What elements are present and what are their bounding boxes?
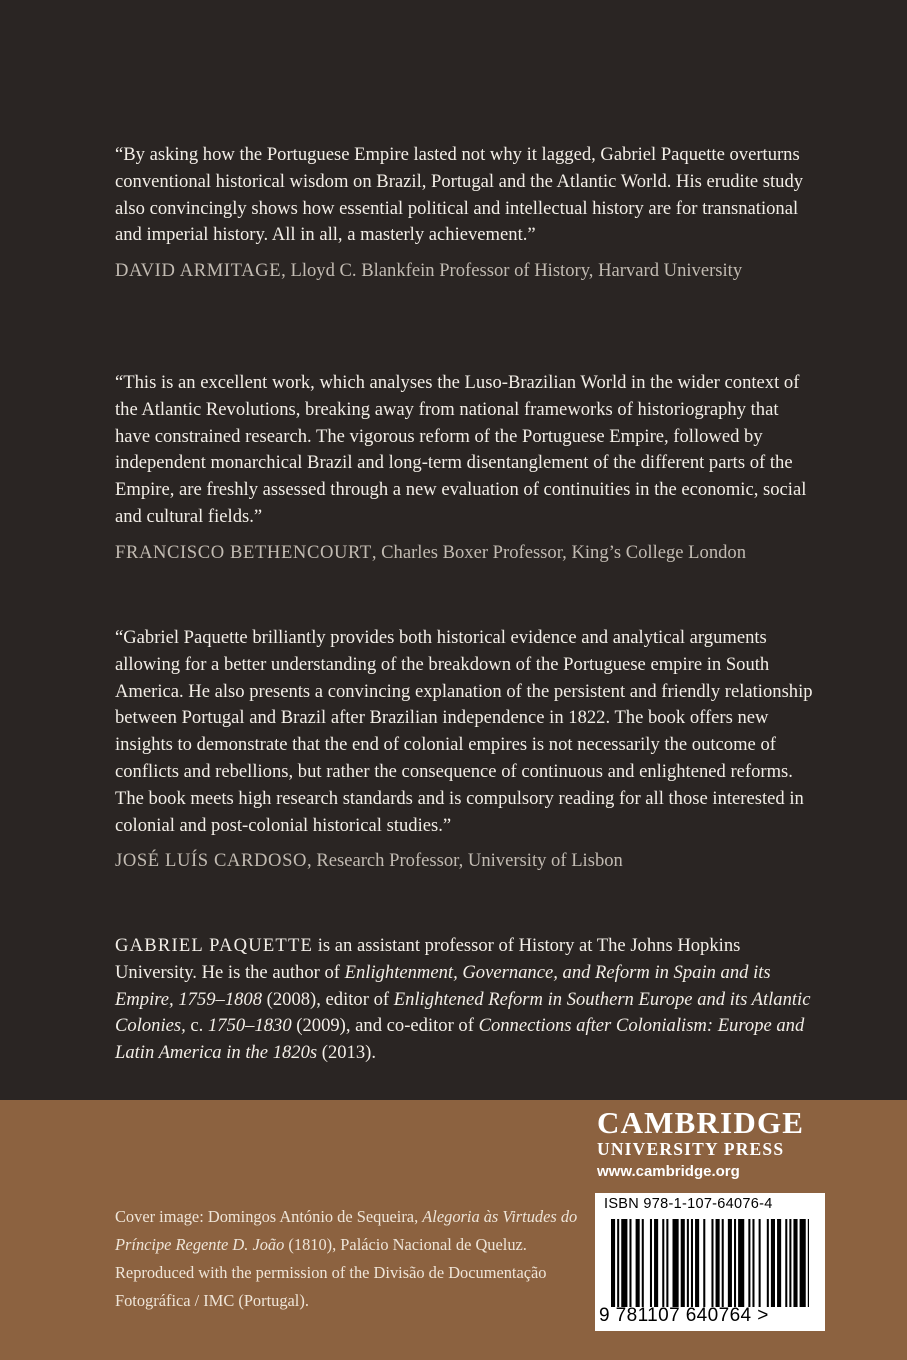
- blurb-1-attribution: [115, 258, 815, 285]
- publisher-logo: [597, 1106, 827, 1183]
- blurb-3-author: JOSÉ LUÍS CARDOSO: [115, 850, 308, 872]
- blurb-1-text: “By asking how the Portuguese Empire lasted not why it lagged, Gabriel Paquette overturns conventional historical wisdom on Brazil, Portugal and the Atlantic World. His erudite study also convincingly shows how essential political and intellectual history are for transnational and imperial history. All in all, a masterly achievement.”: [115, 144, 804, 246]
- barcode-bar: [654, 1219, 658, 1307]
- barcode-bar: [759, 1219, 761, 1307]
- publisher-subname: UNIVERSITY PRESS: [597, 1139, 785, 1159]
- blurb-2-affiliation: , Charles Boxer Professor, King’s College London: [371, 541, 747, 563]
- barcode-bar: [666, 1219, 668, 1307]
- cover-credit-text-2: (1810), Palácio Nacional de Queluz. Reproduced with the permission of the Divisão de Documentação Fotográfica / IMC (Portugal).: [115, 1235, 547, 1310]
- barcode-bar: [695, 1219, 699, 1307]
- bio-text-3: c.: [185, 1015, 208, 1037]
- cover-credit: [115, 1203, 585, 1315]
- barcode-bar: [748, 1219, 750, 1307]
- barcode-bar: [673, 1219, 679, 1307]
- cover-credit-text-1: Cover image: Domingos António de Sequeira,: [115, 1207, 423, 1226]
- barcode-bar: [777, 1219, 781, 1307]
- barcode-bar: [629, 1219, 631, 1307]
- cover-artwork-title: Alegoria às Virtudes do Príncipe Regente D. João: [115, 1207, 578, 1254]
- barcode-bar: [611, 1219, 615, 1307]
- barcode-bar: [703, 1219, 705, 1307]
- bio-text-4: (2009), and co-editor of: [291, 1015, 479, 1037]
- barcode-bar: [793, 1219, 797, 1307]
- blurb-2-text: “This is an excellent work, which analyses the Luso-Brazilian World in the wider context of the Atlantic Revolutions, breaking away from national frameworks of historiography that have constrained research. The vigorous reform of the Portuguese Empire, followed by independent monarchical Brazil and long-term disentanglement of the different parts of the Empire, are freshly assessed through a new evaluation of continuities in the economic, social and cultural fields.”: [115, 372, 807, 527]
- blurb-3: [115, 625, 815, 875]
- barcode-bar: [636, 1219, 640, 1307]
- book-title-3: Connections after Colonialism: Europe and Latin America in the 1820s: [115, 1015, 805, 1064]
- bio-text-2: (2008), editor of: [262, 988, 394, 1010]
- barcode-bar: [771, 1219, 775, 1307]
- book-title-1: Enlightenment, Governance, and Reform in Spain and its Empire, 1759–1808: [115, 961, 771, 1010]
- bio-text-1: is an assistant professor of History at The Johns Hopkins University. He is the author of: [115, 935, 741, 983]
- isbn-label: ISBN 978-1-107-64076-4: [604, 1196, 773, 1212]
- author-bio: [115, 933, 815, 1067]
- blurb-3-attribution: [115, 848, 815, 875]
- barcode-bar: [808, 1219, 809, 1307]
- blurb-1-author: DAVID ARMITAGE: [115, 260, 282, 282]
- barcode-bar: [662, 1219, 664, 1307]
- blurb-3-text: “Gabriel Paquette brilliantly provides both historical evidence and analytical arguments allowing for a better understanding of the breakdown of the Portuguese empire in South America. He also presents a convincing explanation of the persistent and friendly relationship between Portugal and Brazil after Brazilian independence in 1822. The book offers new insights to demonstrate that the end of colonial empires is not necessarily the outcome of conflicts and rebellions, but rather the consequence of continuous and enlightened reforms. The book meets high research standards and is compulsory reading for all those interested in colonial and post-colonial historical studies.”: [115, 627, 813, 836]
- book-title-2: Enlightened Reform in Southern Europe and its Atlantic Colonies,: [115, 988, 811, 1037]
- barcode-bar: [767, 1219, 769, 1307]
- publisher-url: www.cambridge.org: [597, 1163, 740, 1180]
- publisher-name: CAMBRIDGE: [597, 1105, 805, 1140]
- barcode-bar: [734, 1219, 736, 1307]
- blurb-2-author: FRANCISCO BETHENCOURT: [115, 541, 372, 563]
- barcode-bar: [711, 1219, 713, 1307]
- blurb-1-affiliation: , Lloyd C. Blankfein Professor of History, Harvard University: [281, 260, 743, 282]
- barcode-bar: [621, 1219, 627, 1307]
- isbn-barcode: [595, 1193, 825, 1331]
- barcode-digits: 9 781107 640764 >: [599, 1305, 769, 1326]
- barcode-bar: [650, 1219, 652, 1307]
- barcode-bar: [738, 1219, 744, 1307]
- barcode-bar: [789, 1219, 791, 1307]
- blurb-2: [115, 370, 815, 567]
- bio-text-5: (2013).: [317, 1042, 376, 1064]
- barcode-bar: [681, 1219, 685, 1307]
- barcode-bars-graphic: [611, 1219, 809, 1307]
- barcode-bar: [716, 1219, 720, 1307]
- blurb-1: [115, 142, 815, 285]
- barcode-bar: [687, 1219, 689, 1307]
- blurb-3-affiliation: , Research Professor, University of Lisbon: [307, 850, 623, 872]
- blurb-2-attribution: [115, 540, 815, 567]
- author-name: GABRIEL PAQUETTE: [115, 935, 314, 956]
- barcode-bar: [642, 1219, 644, 1307]
- barcode-bar: [785, 1219, 787, 1307]
- author-bio-text: [115, 933, 815, 1067]
- barcode-bar: [722, 1219, 724, 1307]
- barcode-bar: [752, 1219, 754, 1307]
- barcode-bar: [691, 1219, 693, 1307]
- book-title-2-dates: 1750–1830: [207, 1015, 292, 1037]
- barcode-bar: [800, 1219, 806, 1307]
- barcode-bar: [728, 1219, 732, 1307]
- barcode-bar: [617, 1219, 619, 1307]
